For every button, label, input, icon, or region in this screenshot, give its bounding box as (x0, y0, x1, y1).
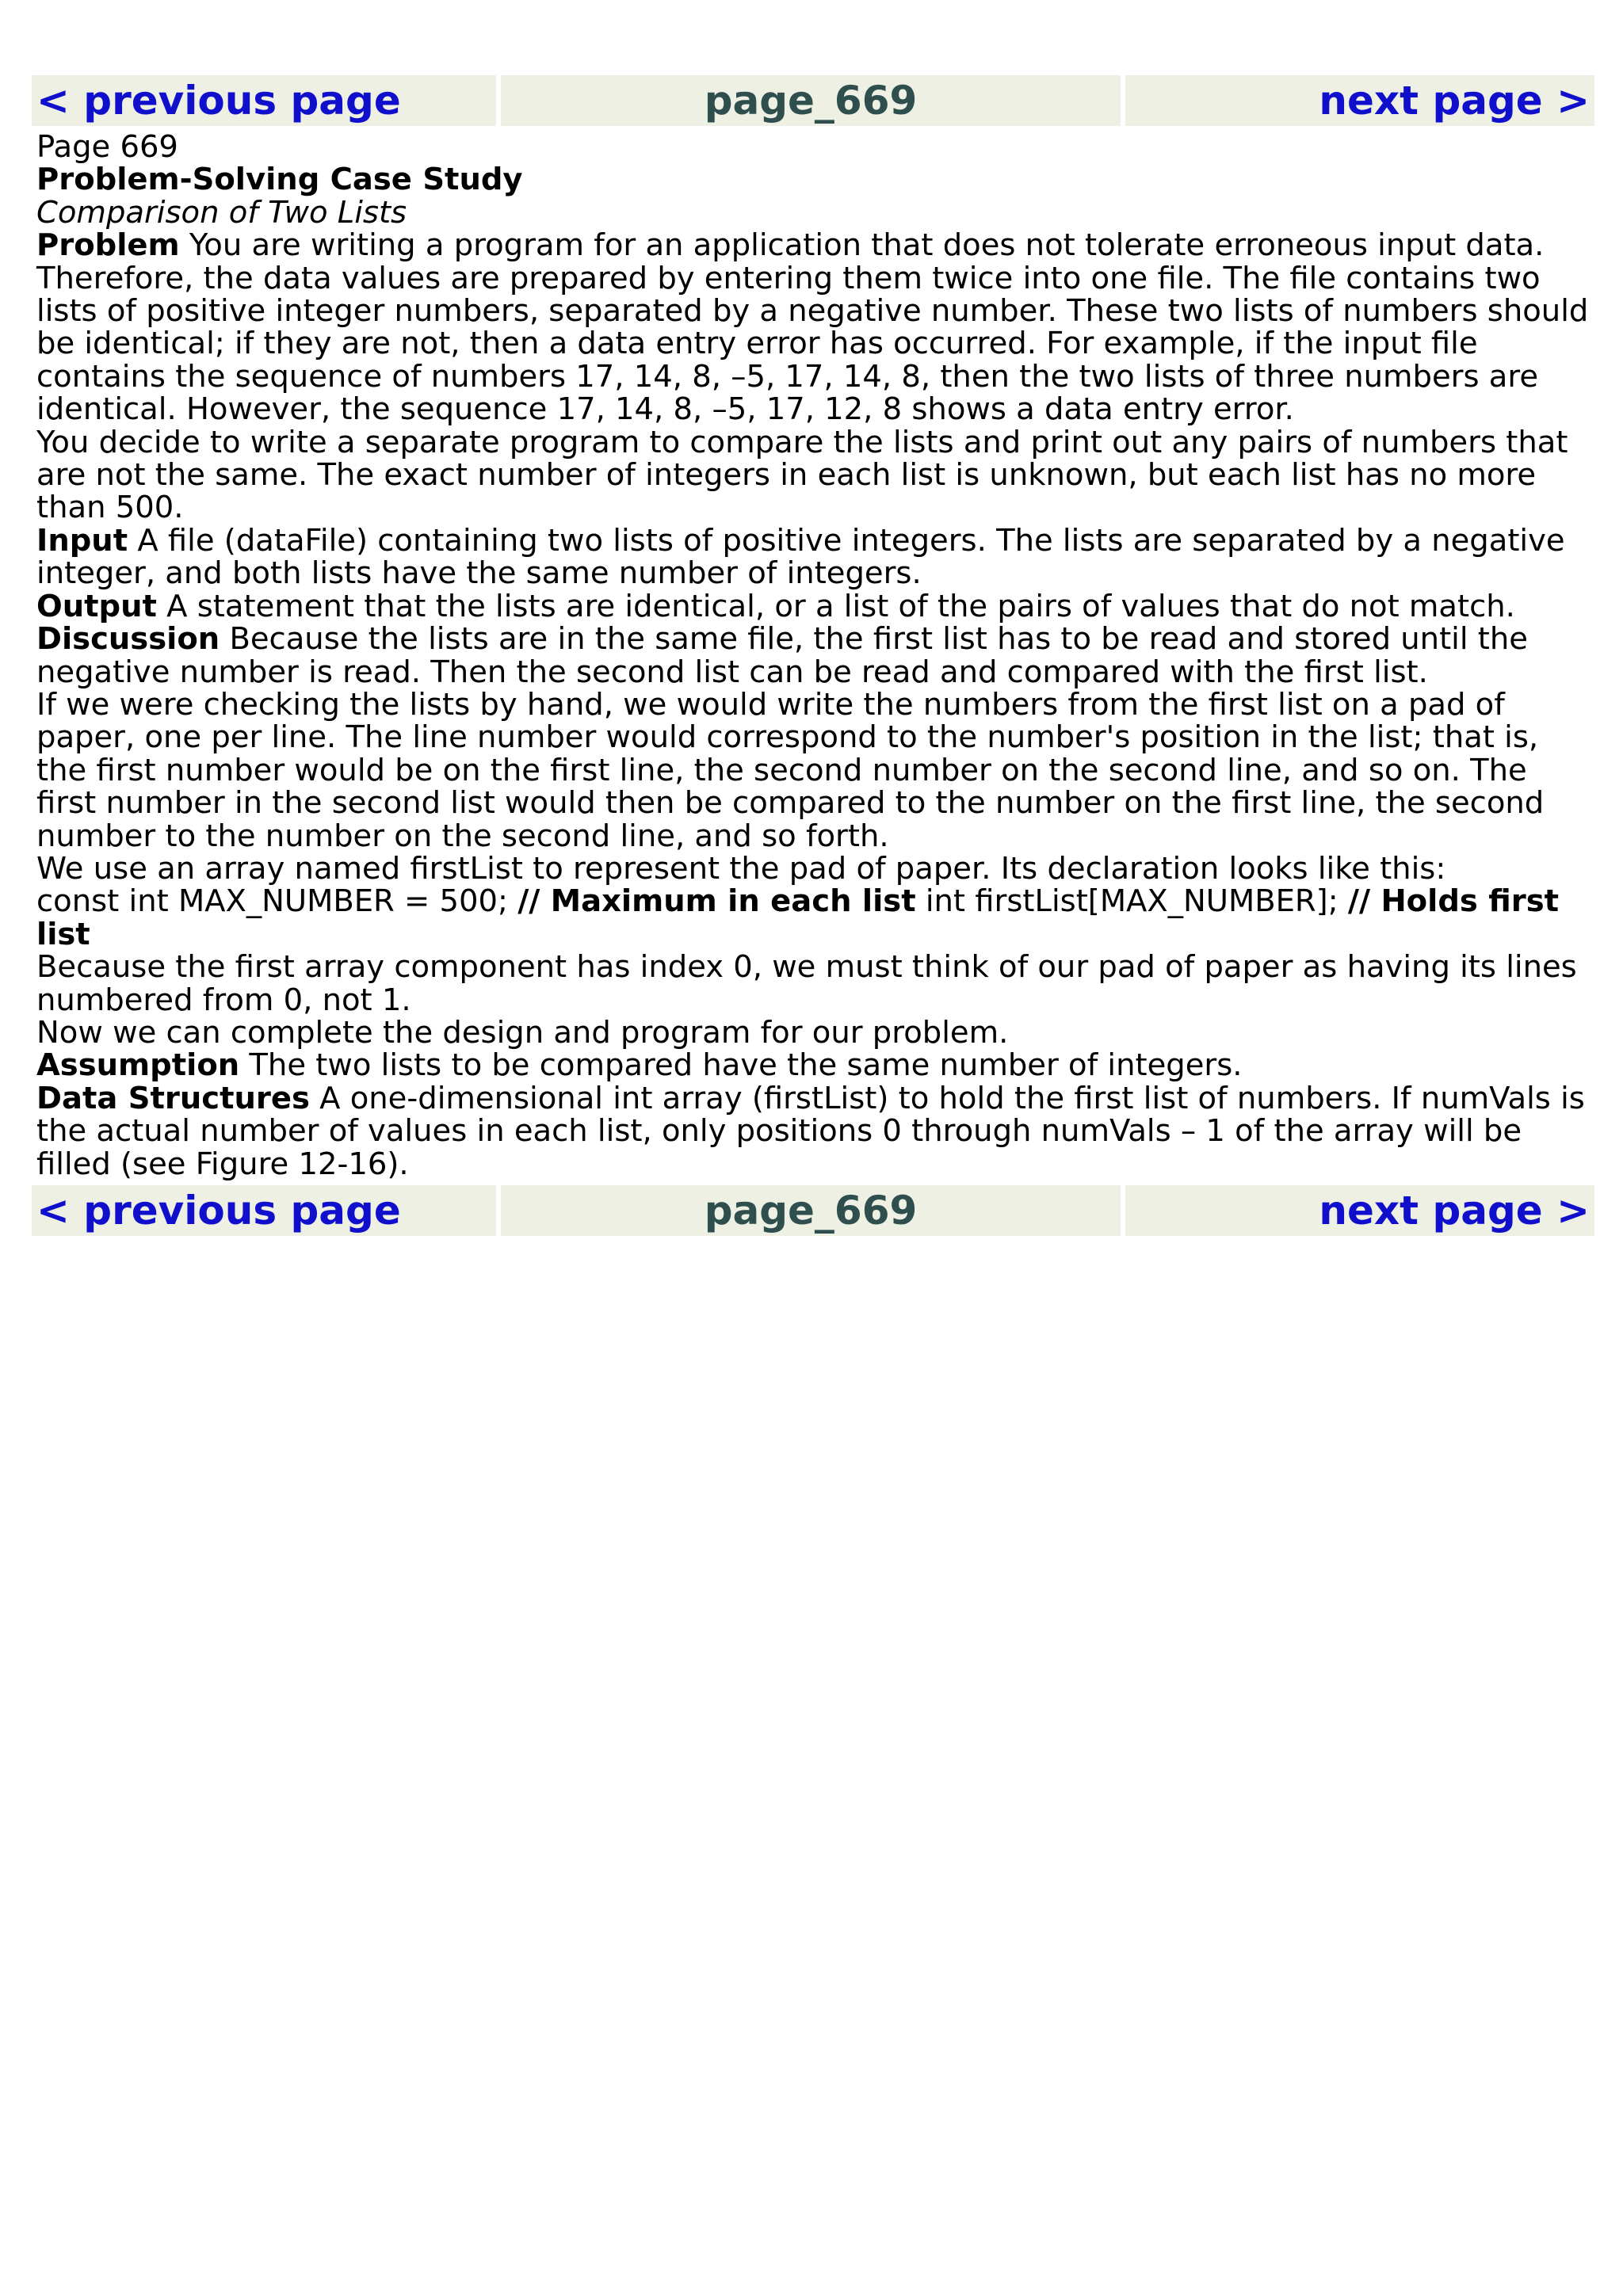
document-page (32, 75, 1599, 1236)
input-text: A file (dataFile) containing two lists of positive integers. The lists are separated by a negative integer, and both lists have the same number of integers. (36, 522, 1565, 592)
discussion-text: Because the lists are in the same file, the first list has to be read and stored until the negative number is read. Then the second list can be read and compared with the first list. (36, 621, 1528, 690)
top-previous-page-link[interactable]: < previous page (36, 78, 401, 124)
bottom-navigation-bar (32, 1185, 1599, 1236)
top-next-cell (1125, 75, 1594, 126)
discussion-label: Discussion (36, 621, 220, 658)
case-study-subheading: Comparison of Two Lists (36, 194, 407, 231)
data-structures-label: Data Structures (36, 1080, 310, 1116)
bottom-page-label-cell (501, 1185, 1121, 1236)
problem-text: You are writing a program for an application that does not tolerate erroneous input data. Therefore, the data values are prepared by entering them twice into one file. The file contains two lists of positive integer numbers, separated by a negative number. These two lists of numbers should be identical; if they are not, then a data entry error has occurred. For example, if the input file contains the sequence of numbers 17, 14, 8, –5, 17, 14, 8, then the two lists of three numbers are identical. However, the sequence 17, 14, 8, –5, 17, 12, 8 shows a data entry error. (36, 227, 1589, 428)
code-comment-2: // Holds first list (36, 883, 1560, 952)
bottom-prev-cell (32, 1185, 496, 1236)
problem-label: Problem (36, 227, 180, 264)
top-prev-cell (32, 75, 496, 126)
discussion-paragraph (36, 623, 1594, 688)
code-part-1: const int MAX_NUMBER = 500; (36, 883, 518, 920)
output-text: A statement that the lists are identical, or a list of the pairs of values that do not match. (156, 588, 1515, 624)
assumption-paragraph (36, 1047, 1594, 1084)
input-paragraph (36, 524, 1594, 590)
data-structures-paragraph (36, 1082, 1594, 1180)
now-paragraph: Now we can complete the design and program for our problem. (36, 1014, 1009, 1051)
page-content (32, 131, 1599, 1180)
case-study-heading: Problem-Solving Case Study (36, 162, 523, 198)
bottom-next-page-link[interactable]: next page > (1319, 1188, 1590, 1234)
bottom-next-cell (1125, 1185, 1594, 1236)
bottom-previous-page-link[interactable]: < previous page (36, 1188, 401, 1234)
page-number: Page 669 (36, 129, 178, 165)
top-next-page-link[interactable]: next page > (1319, 78, 1590, 124)
assumption-label: Assumption (36, 1047, 240, 1084)
code-declaration (36, 885, 1594, 951)
code-comment-1: // Maximum in each list (517, 883, 916, 920)
top-page-label-cell (501, 75, 1121, 126)
array-paragraph: We use an array named firstList to represent the pad of paper. Its declaration looks like this: (36, 850, 1446, 887)
top-navigation-bar (32, 75, 1599, 126)
hand-check-paragraph: If we were checking the lists by hand, we would write the numbers from the first list on a pad of paper, one per line. The line number would correspond to the number's position in the list; that is, the first number would be on the first line, the second number on the second line, and so on. The first number in the second list would then be compared to the number on the first line, the second number to the number on the second line, and so forth. (36, 686, 1545, 854)
data-structures-text: A one-dimensional int array (firstList) to hold the first list of numbers. If numVals is the actual number of values in each list, only positions 0 through numVals – 1 of the array will be filled (see Figure 12-16). (36, 1080, 1585, 1182)
assumption-text: The two lists to be compared have the same number of integers. (239, 1047, 1243, 1084)
index-paragraph: Because the first array component has index 0, we must think of our pad of paper as having its lines numbered from 0, not 1. (36, 949, 1577, 1018)
decide-paragraph: You decide to write a separate program to compare the lists and print out any pairs of numbers that are not the same. The exact number of integers in each list is unknown, but each list has no more than 500. (36, 424, 1568, 526)
top-page-label: page_669 (704, 78, 918, 124)
code-part-2: int firstList[MAX_NUMBER]; (915, 883, 1348, 920)
output-paragraph (36, 590, 1594, 623)
input-label: Input (36, 522, 128, 559)
output-label: Output (36, 588, 157, 624)
bottom-page-label: page_669 (704, 1188, 918, 1234)
problem-paragraph (36, 227, 1594, 428)
